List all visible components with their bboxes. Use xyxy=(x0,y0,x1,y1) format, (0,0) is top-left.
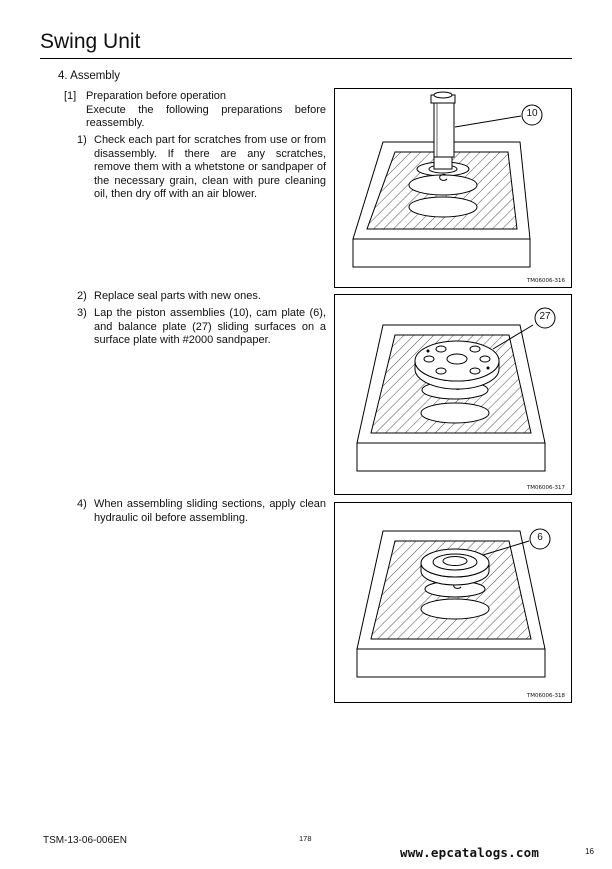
step-4-num: 4) xyxy=(77,498,87,510)
prep-body: Execute the following preparations before reassembly. xyxy=(86,103,326,130)
section-heading: 4. Assembly xyxy=(58,70,120,82)
figure-2-drawing xyxy=(335,295,571,494)
figure-3-id: TM06006-318 xyxy=(526,693,565,699)
prep-label: [1] xyxy=(64,90,77,102)
prep-title: Preparation before operation xyxy=(86,90,227,102)
figure-2-callout: 27 xyxy=(539,311,551,322)
step-3-num: 3) xyxy=(77,307,87,319)
figure-piston-assembly xyxy=(334,88,572,288)
footer-doc-code: TSM-13-06-006EN xyxy=(43,835,127,846)
figure-1-callout: 10 xyxy=(526,108,538,119)
footer-page-number: 178 xyxy=(299,834,312,843)
page-title: Swing Unit xyxy=(40,30,141,53)
step-1-text: Check each part for scratches from use or from disassembly. If there are any scratches, remove them with a whetstone or sandpaper of the necessary grain, clean with pure cleaning oil, then dry off with an air blower. xyxy=(94,134,326,201)
figure-cam-plate xyxy=(334,502,572,703)
step-4-text: When assembling sliding sections, apply clean hydraulic oil before assembling. xyxy=(94,498,326,524)
figure-2-id: TM06006-317 xyxy=(526,485,565,491)
title-rule xyxy=(40,58,572,59)
step-2-text: Replace seal parts with new ones. xyxy=(94,290,261,302)
figure-3-callout: 6 xyxy=(537,532,543,543)
footer-page-right: 16 xyxy=(585,847,594,856)
step-3-text: Lap the piston assemblies (10), cam plate (6), and balance plate (27) sliding surfaces on a surface plate with #2000 sandpaper. xyxy=(94,307,326,347)
footer-site-link[interactable]: www.epcatalogs.com xyxy=(400,845,540,860)
step-1-num: 1) xyxy=(77,134,87,146)
figure-balance-plate xyxy=(334,294,572,495)
figure-1-id: TM06006-316 xyxy=(526,278,565,284)
step-2-num: 2) xyxy=(77,290,87,302)
